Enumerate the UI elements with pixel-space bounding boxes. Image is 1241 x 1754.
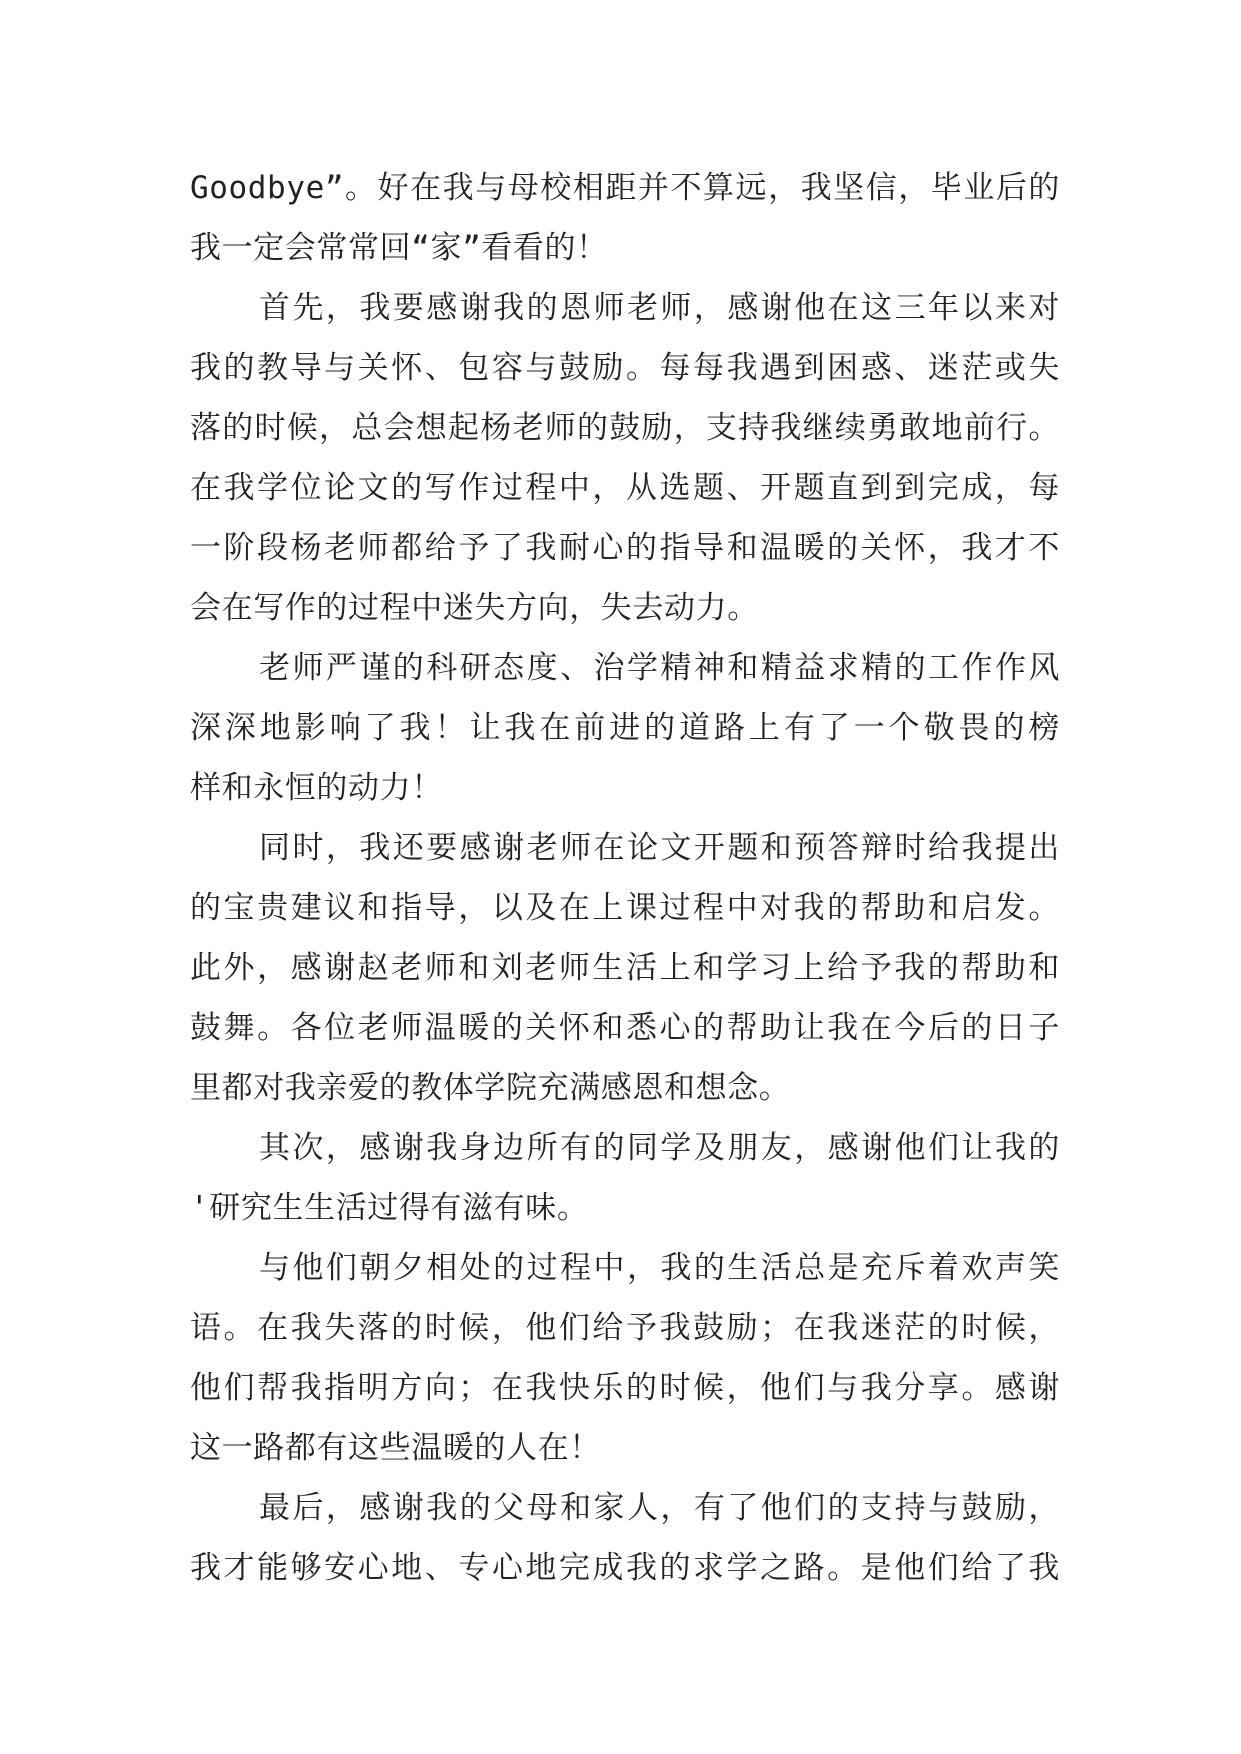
text-line: '研究生生活过得有滋有味。: [190, 1190, 589, 1226]
text-line: 里都对我亲爱的教体学院充满感恩和想念。: [190, 1070, 791, 1106]
text-line: 此外，感谢赵老师和刘老师生活上和学习上给予我的帮助和: [190, 950, 1060, 986]
text-line: Goodbye”。好在我与母校相距并不算远，我坚信，毕业后的: [190, 170, 1060, 206]
text-line: 同时，我还要感谢老师在论文开题和预答辩时给我提出: [259, 830, 1060, 866]
text-line: 会在写作的过程中迷失方向，失去动力。: [190, 590, 759, 626]
text-line: 深深地影响了我！让我在前进的道路上有了一个敬畏的榜: [190, 710, 1060, 746]
text-line: 一阶段杨老师都给予了我耐心的指导和温暖的关怀，我才不: [190, 530, 1060, 566]
text-line: 其次，感谢我身边所有的同学及朋友，感谢他们让我的: [259, 1130, 1060, 1166]
text-line: 老师严谨的科研态度、治学精神和精益求精的工作作风: [259, 650, 1060, 686]
text-line: 我一定会常常回“家”看看的！: [190, 230, 608, 266]
text-line: 首先，我要感谢我的恩师老师，感谢他在这三年以来对: [259, 290, 1060, 326]
text-line: 样和永恒的动力！: [190, 770, 443, 806]
text-line: 他们帮我指明方向；在我快乐的时候，他们与我分享。感谢: [190, 1370, 1060, 1406]
text-line: 我的教导与关怀、包容与鼓励。每每我遇到困惑、迷茫或失: [190, 350, 1060, 386]
text-line: 的宝贵建议和指导，以及在上课过程中对我的帮助和启发。: [190, 890, 1060, 926]
text-line: 鼓舞。各位老师温暖的关怀和悉心的帮助让我在今后的日子: [190, 1010, 1060, 1046]
text-line: 在我学位论文的写作过程中，从选题、开题直到到完成，每: [190, 470, 1060, 506]
text-line: 与他们朝夕相处的过程中，我的生活总是充斥着欢声笑: [259, 1250, 1060, 1286]
text-line: 我才能够安心地、专心地完成我的求学之路。是他们给了我: [190, 1550, 1060, 1586]
text-line: 这一路都有这些温暖的人在！: [190, 1430, 601, 1466]
text-line: 最后，感谢我的父母和家人，有了他们的支持与鼓励，: [259, 1490, 1060, 1526]
text-line: 落的时候，总会想起杨老师的鼓励，支持我继续勇敢地前行。: [190, 410, 1060, 446]
text-line: 语。在我失落的时候，他们给予我鼓励；在我迷茫的时候，: [190, 1310, 1060, 1346]
